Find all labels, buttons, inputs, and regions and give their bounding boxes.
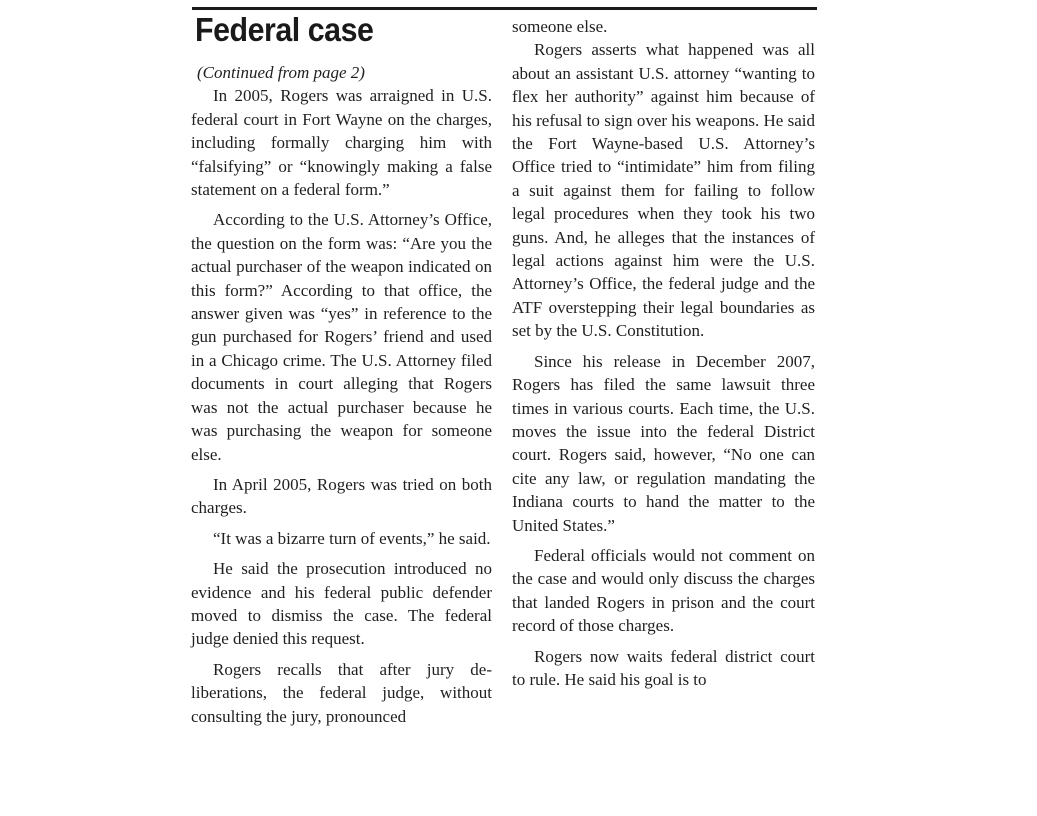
paragraph: “It was a bizarre turn of events,” he said.	[213, 528, 491, 548]
headline: Federal case	[195, 11, 374, 48]
paragraph-continued: someone else.	[512, 17, 608, 36]
paragraph: Since his release in December 2007, Rogers has filed the same lawsuit three times in various courts. Each time, the U.S. moves the issue into the federal District court. Rogers said, however, “No one can cite any law, or regulation mandating the Indiana courts to hand the matter to the United States.”	[512, 351, 815, 535]
jumpline: (Continued from page 2)	[197, 63, 365, 82]
paragraph: According to the U.S. Attorney’s Office, the question on the form was: “Are you the actual purchaser of the weapon indicated on this form?” According to that office, the answer given was “yes” in reference to the gun purchased for Rogers’ friend and used in a Chicago crime. The U.S. Attorney filed documents in court alleging that Rogers was not the actual purchaser because he was purchasing the weapon for someone else.	[191, 210, 492, 464]
paragraph: Federal officials would not comment on the case and would only discuss the charges that landed Rogers in prison and the court record of those charges.	[512, 545, 815, 636]
paragraph: Rogers recalls that after jury deliberations, the federal judge, without consulting the jury, pronounced	[191, 659, 492, 726]
left-column	[191, 61, 492, 735]
paragraph: Rogers now waits federal district court to rule. He said his goal is to	[512, 646, 815, 689]
paragraph: Rogers asserts what happened was all about an assistant U.S. attorney “wanting to flex her authority” against him because of his refusal to sign over his weapons. He said the Fort Wayne-based U.S. Attorney’s Office tried to “intimidate” him from filing a suit against them for failing to follow legal procedures when they took his two guns. And, he alleges that the instances of legal actions against him were the U.S. Attorney’s Office, the federal judge and the ATF overstepping their legal boundaries as set by the U.S. Constitution.	[512, 40, 815, 341]
paragraph	[191, 61, 492, 201]
right-column	[512, 15, 815, 698]
paragraph-text: In 2005, Rogers was arraigned in U.S. federal court in Fort Wayne on the charges, including formally charging him with “falsifying” or “knowingly making a false statement on a federal form.”	[191, 86, 492, 200]
paragraph: He said the prosecution introduced no evidence and his federal public defender moved to dismiss the case. The federal judge denied this request.	[191, 559, 492, 649]
paragraph: In April 2005, Rogers was tried on both charges.	[191, 474, 492, 518]
